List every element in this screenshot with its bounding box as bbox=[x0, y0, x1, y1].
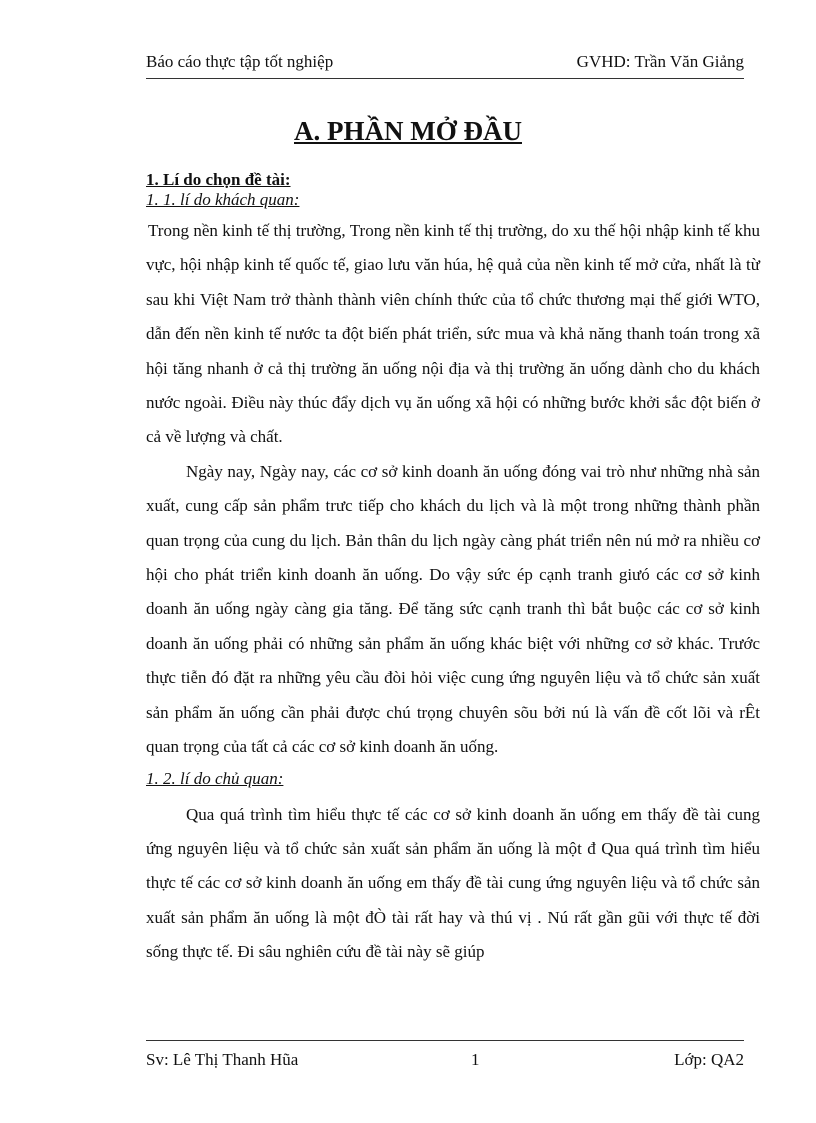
paragraph: Qua quá trình tìm hiểu thực tế các cơ sở kinh doanh ăn uống em thấy đề tài cung ứng nguyên liệu và tổ chức sản xuất sản phẩm ăn uống là một đ Qua quá trình tìm hiểu thực tế các cơ sở kinh doanh ăn uống em thấy đề tài cung ứng nguyên liệu và tổ chức sản xuất sản phẩm ăn uống là một đÒ tài rất hay và thú vị . Nú rất gần gũi với thực tế đời sống thực tế. Đi sâu nghiên cứu đề tài này sẽ giúp bbox=[146, 804, 760, 962]
paragraph: Trong nền kinh tế thị trường, Trong nền kinh tế thị trường, do xu thế hội nhập kinh tế khu vực, hội nhập kinh tế quốc tế, giao lưu văn húa, hệ quả của nền kinh tế mở cửa, nhất là từ sau khi Việt Nam trở thành thành viên chính thức của tổ chức thương mại thế giới WTO, dẫn đến nền kinh tế nước ta đột biến phát triển, sức mua và khả năng thanh toán trong xã hội tăng nhanh ở cả thị trường ăn uống nội địa và thị trường ăn uống dành cho du khách nước ngoài. Điều này thúc đẩy dịch vụ ăn uống xã hội có những bước khởi sắc đột biến ở cả về lượng và chất. bbox=[146, 221, 760, 447]
page-number: 1 bbox=[471, 1050, 480, 1069]
page-header bbox=[146, 52, 744, 79]
document-body bbox=[146, 170, 760, 970]
footer-student: Sv: Lê Thị Thanh Hũa bbox=[146, 1050, 299, 1069]
header-report-title: Báo cáo thực tập tốt nghiệp bbox=[146, 52, 334, 71]
header-supervisor: GVHD: Trần Văn Giảng bbox=[576, 52, 744, 71]
footer-class: Lớp: QA2 bbox=[674, 1050, 744, 1069]
section-heading: 1. Lí do chọn đề tài: bbox=[146, 170, 291, 189]
page-footer bbox=[146, 1050, 744, 1074]
footer-divider bbox=[146, 1040, 744, 1041]
subsection-heading-subjective: 1. 2. lí do chủ quan: bbox=[146, 768, 284, 788]
subsection-heading-objective: 1. 1. lí do khách quan: bbox=[146, 190, 300, 209]
page-title: A. PHẦN MỞ ĐẦU bbox=[294, 116, 522, 146]
paragraph: Ngày nay, Ngày nay, các cơ sở kinh doanh ăn uống đóng vai trò như những nhà sản xuất, cung cấp sản phẩm trưc tiếp cho khách du lịch và là một trong những thành phần quan trọng của cung du lịch. Bản thân du lịch ngày càng phát triển nên nú mở ra nhiều cơ hội cho phát triển kinh doanh ăn uống. Do vậy sức ép cạnh tranh giưó các cơ sở kinh doanh ăn uống ngày càng gia tăng. Để tăng sức cạnh tranh thì bắt buộc các cơ sở kinh doanh ăn uống phải có những sản phẩm ăn uống khác biệt với những cơ sở khác. Trước thực tiễn đó đặt ra những yêu cầu đòi hỏi việc cung ứng nguyên liệu và tổ chức sản xuất sản phẩm ăn uống cần phải được chú trọng chuyên sõu bởi nú là vấn đề cốt lõi và rÊt quan trọng của tất cả các cơ sở kinh doanh ăn uống. bbox=[146, 461, 760, 757]
